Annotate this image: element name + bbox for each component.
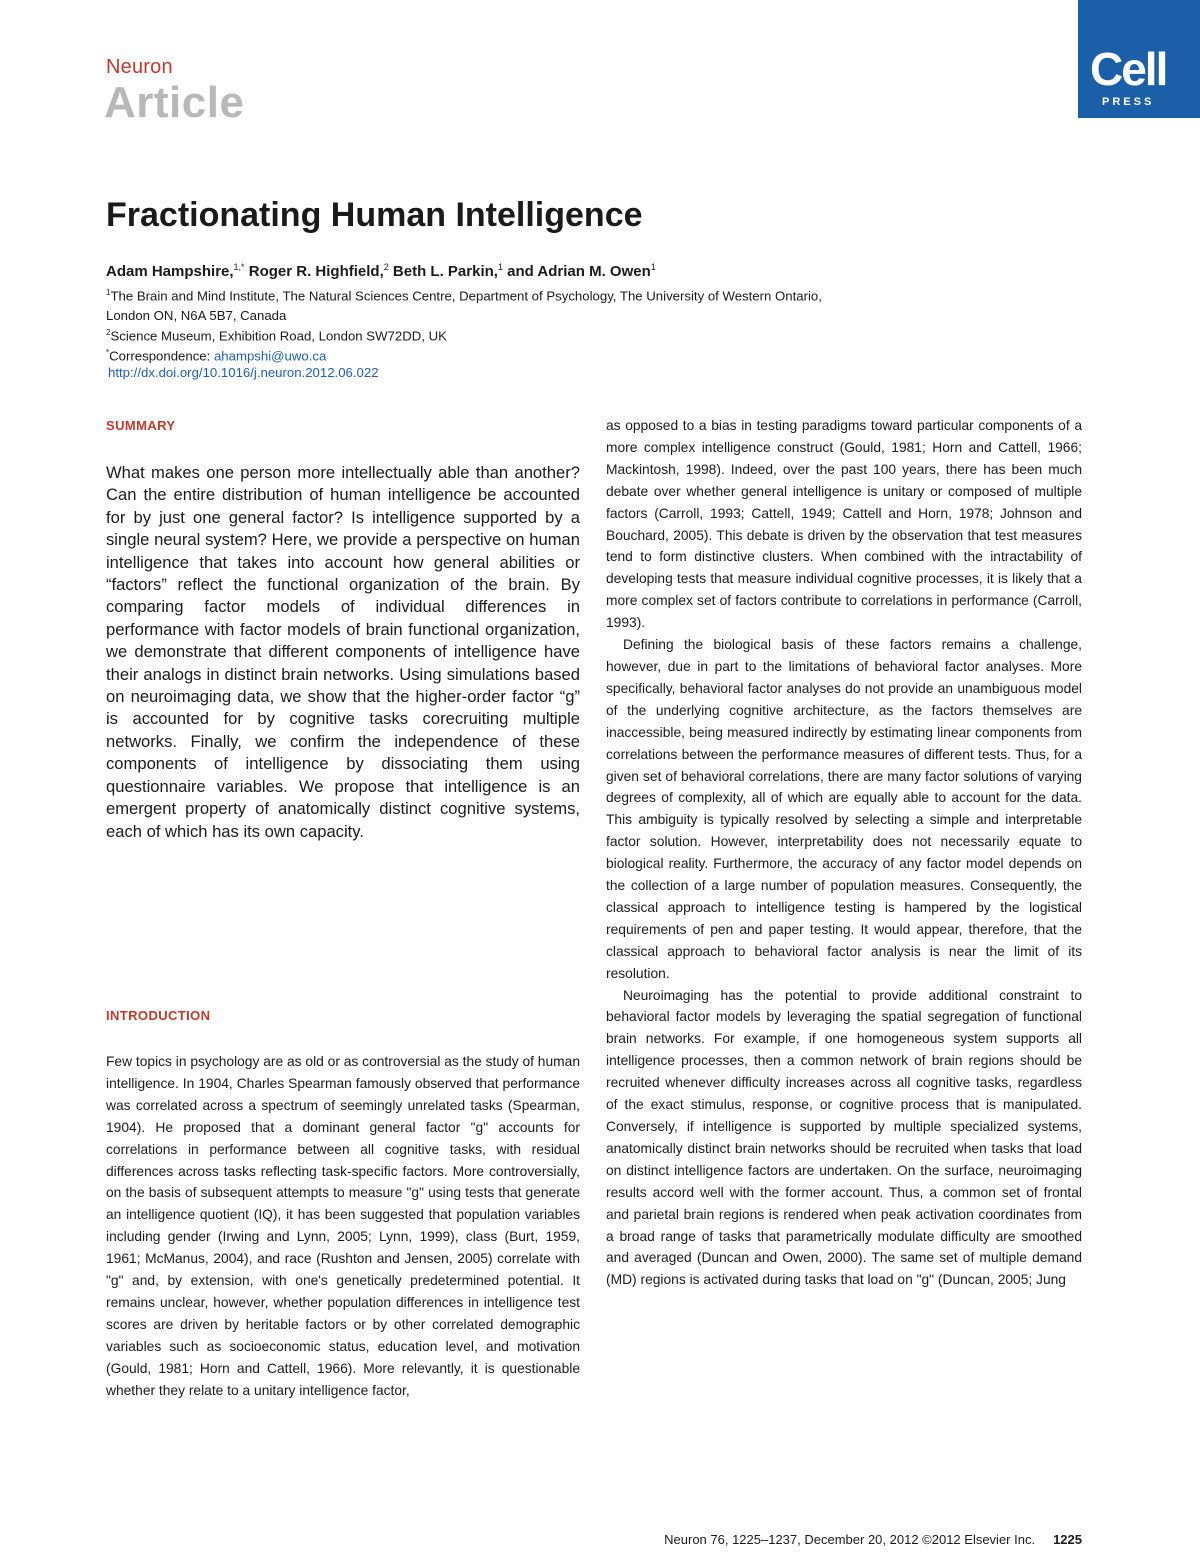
body-paragraph: Defining the biological basis of these factors remains a challenge, however, due in part to the limitations of behavioral factor analyses. More specifically, behavioral factor analyses do not provide an unambiguous model of the underlying cognitive architecture, as the factors themselves are inaccessible, being measured indirectly by estimating linear components from correlations between the performance measures of different tests. Thus, for a given set of behavioral correlations, there are many factor solutions of varying degrees of complexity, all of which are equally able to account for the data. This ambiguity is typically resolved by selecting a simple and interpretable factor solution. However, interpretability does not necessarily equate to biological reality. Furthermore, the accuracy of any factor model depends on the collection of a large number of population measures. Consequently, the classical approach to intelligence testing is hampered by the logistical requirements of pen and paper testing. It would appear, therefore, that the classical approach to behavioral factor analysis is near the limit of its resolution. [606,637,1082,981]
author-list [106,262,656,280]
correspondence-label: Correspondence: [109,348,214,364]
author-name: and Adrian M. Owen [502,263,651,280]
logo-subtext: PRESS [1102,96,1155,108]
summary-text: What makes one person more intellectually able than another? Can the entire distribution of human intelligence be accounted for by just one general factor? Is intelligence supported by a single neural system? Here, we provide a perspective on human intelligence that takes into account how general abilities or “factors” reflect the functional organization of the brain. By comparing factor models of individual differences in performance with factor models of brain functional organization, we demonstrate that different components of intelligence have their analogs in distinct brain networks. Using simulations based on neuroimaging data, we show that the higher-order factor “g” is accounted for by cognitive tasks corecruiting multiple networks. Finally, we confirm the independence of these components of intelligence by dissociating them using questionnaire variables. We propose that intelligence is an emergent property of anatomically distinct cognitive systems, each of which has its own capacity. [106,463,580,841]
correspondence-mark: * [106,348,110,357]
page-footer [664,1532,1082,1547]
summary-heading: SUMMARY [106,418,176,433]
affiliation-1 [106,283,822,326]
page-number: 1225 [1053,1532,1082,1547]
journal-name: Neuron [106,56,173,78]
affiliation-text: London ON, N6A 5B7, Canada [106,308,287,324]
author-name: Roger R. Highfield, [244,263,384,280]
affiliation-text: Science Museum, Exhibition Road, London SW72DD, UK [110,328,447,344]
introduction-heading: INTRODUCTION [106,1008,211,1023]
body-paragraph: Neuroimaging has the potential to provide additional constraint to behavioral factor models by leveraging the spatial segregation of functional brain networks. For example, if one homogeneous system supports all intelligence processes, then a common network of brain regions should be recruited whenever difficulty increases across all cognitive tasks, regardless of the exact stimulus, response, or cognitive process that is manipulated. Conversely, if intelligence is supported by multiple specialized systems, anatomically distinct brain networks should be recruited when tasks that load on distinct intelligence factors are undertaken. On the surface, neuroimaging results accord well with the former account. Thus, a common set of frontal and parietal brain regions is rendered when peak activation coordinates from a broad range of tasks that parametrically modulate difficulty are smoothed and averaged (Duncan and Owen, 2000). The same set of multiple demand (MD) regions is activated during tasks that load on "g" (Duncan, 2005; Jung [606,987,1082,1288]
body-paragraph: as opposed to a bias in testing paradigms toward particular components of a more complex intelligence construct (Gould, 1981; Horn and Cattell, 1966; Mackintosh, 1998). Indeed, over the past 100 years, there has been much debate over whether general intelligence is unitary or composed of multiple factors (Carroll, 1993; Cattell, 1949; Cattell and Horn, 1978; Johnson and Bouchard, 2005). This debate is driven by the observation that test measures tend to form distinctive clusters. When combined with the intractability of developing tests that measure individual cognitive processes, it is likely that a more complex set of factors contribute to correlations in performance (Carroll, 1993). [606,418,1082,631]
author-affiliation-mark: 1,* [233,262,245,272]
author-affiliation-mark: 1 [650,262,656,272]
author-name: Adam Hampshire, [106,263,234,280]
affiliation-mark: 1 [106,288,111,297]
paper-title: Fractionating Human Intelligence [106,196,643,234]
author-affiliation-mark: 1 [497,262,503,272]
doi-link[interactable]: http://dx.doi.org/10.1016/j.neuron.2012.06.022 [108,365,379,380]
doi-line [108,363,379,383]
author-name: Beth L. Parkin, [388,263,498,280]
affiliation-text: The Brain and Mind Institute, The Natural Sciences Centre, Department of Psychology, The University of Western Ontario, [110,288,822,304]
logo-text: Cell [1090,43,1167,95]
introduction-text: Few topics in psychology are as old or as controversial as the study of human intelligence. In 1904, Charles Spearman famously observed that performance was correlated across a spectrum of seemingly unrelated tasks (Spearman, 1904). He proposed that a dominant general factor "g" accounts for correlations in performance between all cognitive tasks, with residual differences across tasks reflecting task-specific factors. More controversially, on the basis of subsequent attempts to measure "g" using tests that generate an intelligence quotient (IQ), it has been suggested that population variables including gender (Irwing and Lynn, 2005; Lynn, 1999), class (Burt, 1959, 1961; McManus, 2004), and race (Rushton and Jensen, 2005) correlate with "g" and, by extension, with one's genetically predetermined potential. It remains unclear, however, whether population differences in intelligence test scores are driven by heritable factors or by other correlated demographic variables such as socioeconomic status, education level, and motivation (Gould, 1981; Horn and Cattell, 1966). More relevantly, it is questionable whether they relate to a unitary intelligence factor, [106,1054,580,1398]
affiliation-mark: 2 [106,328,111,337]
correspondence-email-link[interactable]: ahampshi@uwo.ca [213,348,327,364]
author-affiliation-mark: 2 [383,262,389,272]
right-column [606,415,1082,1291]
footer-citation: Neuron 76, 1225–1237, December 20, 2012 ©2012 Elsevier Inc. [664,1532,1036,1547]
cell-press-logo [1078,0,1200,118]
article-type: Article [104,78,245,127]
